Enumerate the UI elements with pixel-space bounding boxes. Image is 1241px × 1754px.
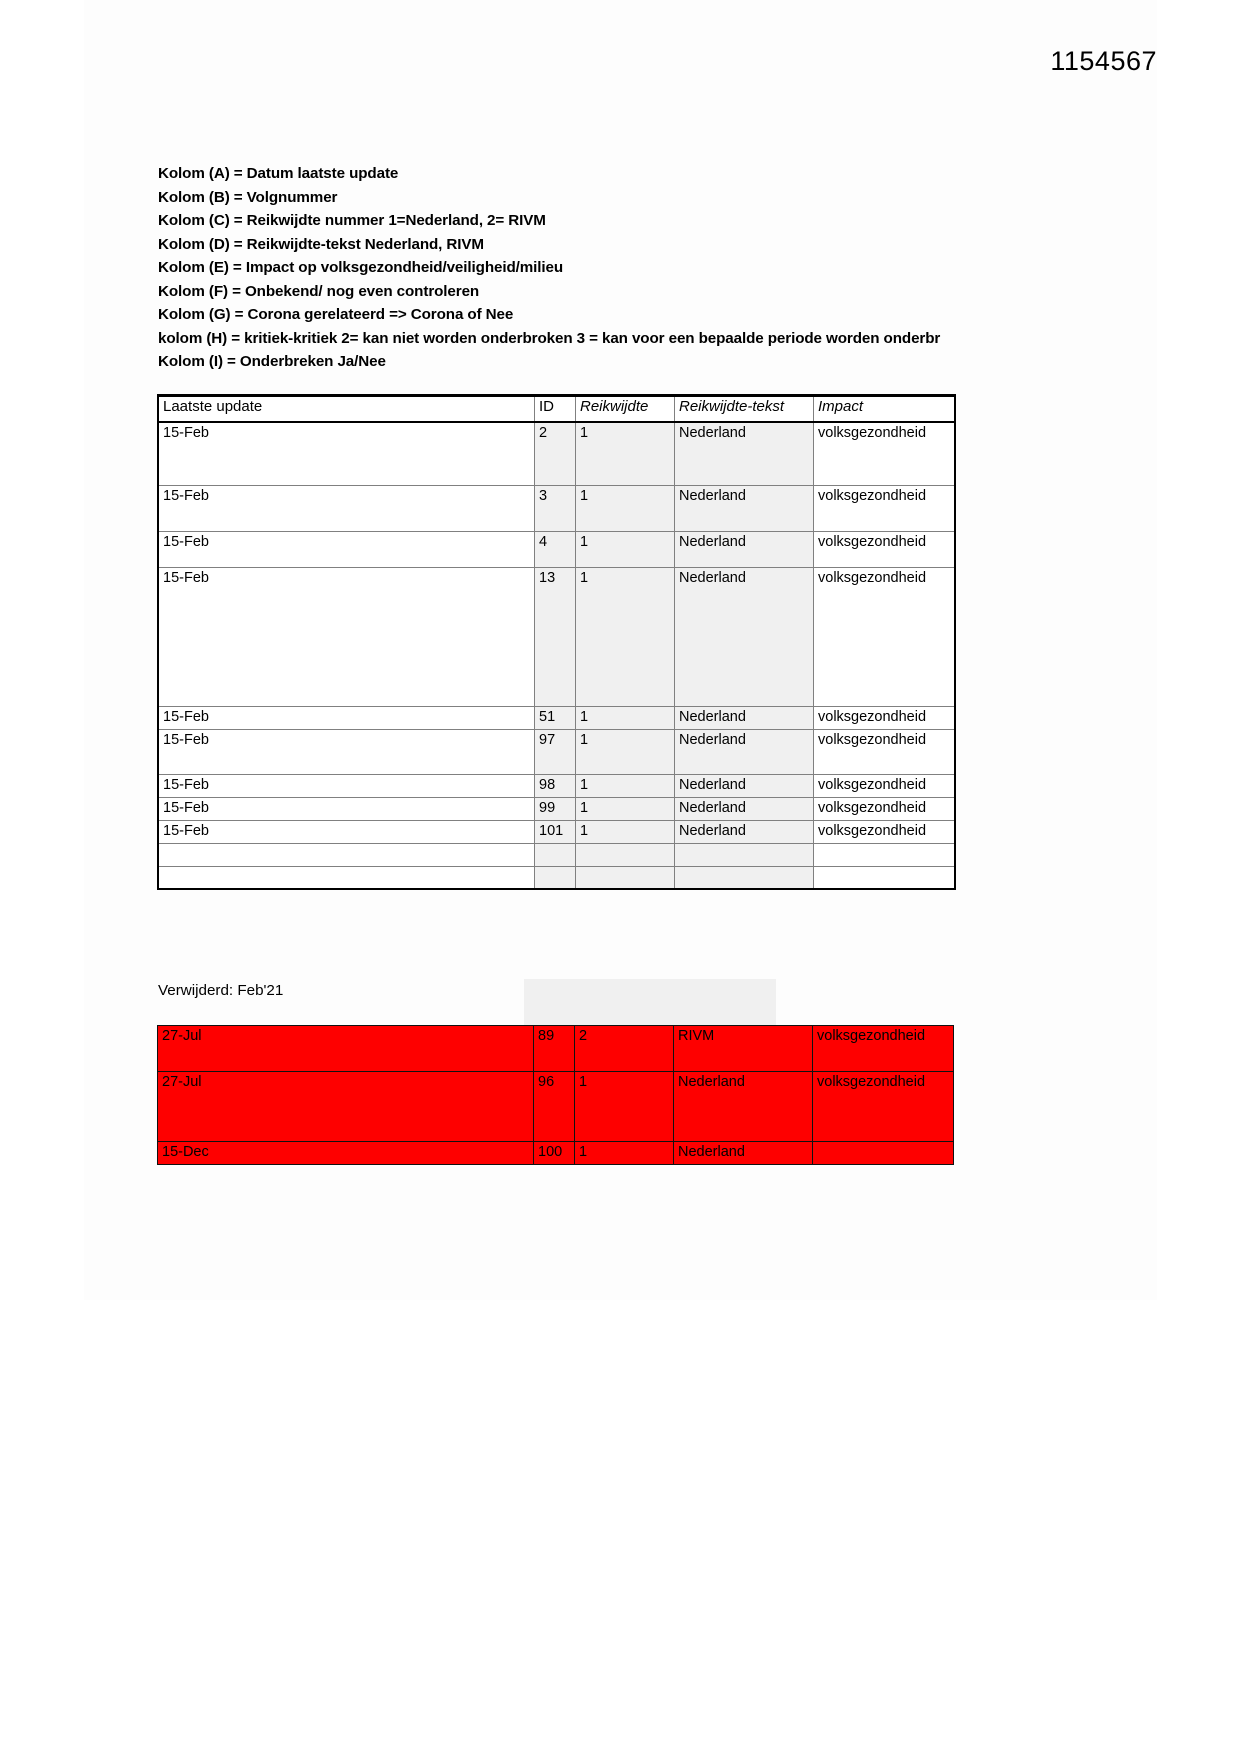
cell-reikwijdte (576, 866, 675, 889)
cell-laatste-update: 15-Feb (158, 774, 535, 797)
cell-laatste-update: 15-Feb (158, 729, 535, 774)
cell-impact (814, 866, 956, 889)
cell-laatste-update: 15-Feb (158, 706, 535, 729)
cell-impact: volksgezondheid (814, 774, 956, 797)
cell-impact: volksgezondheid (814, 820, 956, 843)
verwijderd-table (157, 1025, 954, 1165)
cell-reikwijdte-tekst: Nederland (674, 1072, 813, 1142)
cell-id: 4 (535, 531, 576, 567)
cell-impact: volksgezondheid (814, 531, 956, 567)
cell-impact: volksgezondheid (814, 706, 956, 729)
cell-reikwijdte-tekst: Nederland (675, 567, 814, 706)
cell-reikwijdte: 1 (575, 1072, 674, 1142)
cell-id: 97 (535, 729, 576, 774)
cell-reikwijdte-tekst: Nederland (675, 706, 814, 729)
cell-impact: volksgezondheid (814, 729, 956, 774)
cell-impact: volksgezondheid (814, 567, 956, 706)
cell-reikwijdte: 1 (576, 422, 675, 485)
page-number: 1154567 (1050, 46, 1157, 76)
main-table (157, 394, 956, 890)
cell-reikwijdte: 1 (576, 729, 675, 774)
cell-impact: volksgezondheid (813, 1026, 954, 1072)
verwijderd-label: Verwijderd: Feb'21 (158, 982, 284, 999)
legend-line-e: Kolom (E) = Impact op volksgezondheid/veiligheid/milieu (158, 259, 564, 276)
cell-reikwijdte: 1 (576, 531, 675, 567)
legend-line-h: kolom (H) = kritiek-kritiek 2= kan niet worden onderbroken 3 = kan voor een bepaalde periode worden onderbr (158, 329, 941, 347)
cell-id: 3 (535, 485, 576, 531)
legend-line-i: Kolom (I) = Onderbreken Ja/Nee (158, 353, 386, 370)
cell-reikwijdte (576, 843, 675, 866)
column-header-id: ID (535, 396, 576, 423)
cell-impact: volksgezondheid (814, 485, 956, 531)
verwijderd-table-body (158, 1026, 954, 1165)
cell-reikwijdte: 1 (576, 797, 675, 820)
legend-line-f: Kolom (F) = Onbekend/ nog even controleren (158, 282, 480, 300)
legend-line-b: Kolom (B) = Volgnummer (158, 188, 338, 206)
table-row (158, 820, 955, 843)
cell-laatste-update: 15-Feb (158, 422, 535, 485)
verwijderd-table-row (158, 1026, 954, 1072)
cell-impact: volksgezondheid (813, 1072, 954, 1142)
cell-reikwijdte-tekst: Nederland (675, 531, 814, 567)
verwijderd-table-row (158, 1142, 954, 1165)
cell-impact (813, 1142, 954, 1165)
table-row (158, 729, 955, 774)
cell-reikwijdte-tekst: Nederland (675, 422, 814, 485)
cell-id: 96 (534, 1072, 575, 1142)
cell-laatste-update (158, 866, 535, 889)
cell-id: 101 (535, 820, 576, 843)
main-table-body (158, 422, 955, 889)
cell-laatste-update: 15-Dec (158, 1142, 534, 1165)
cell-reikwijdte-tekst: Nederland (675, 729, 814, 774)
table-row (158, 797, 955, 820)
cell-reikwijdte: 1 (575, 1142, 674, 1165)
legend-line-d: Kolom (D) = Reikwijdte-tekst Nederland, RIVM (158, 235, 484, 253)
column-header-impact: Impact (814, 396, 956, 423)
cell-id: 51 (535, 706, 576, 729)
shaded-spacer-block (524, 979, 776, 1027)
cell-laatste-update: 27-Jul (158, 1072, 534, 1142)
cell-reikwijdte-tekst (675, 843, 814, 866)
cell-id: 99 (535, 797, 576, 820)
cell-reikwijdte-tekst (675, 866, 814, 889)
legend-line-g: Kolom (G) = Corona gerelateerd => Corona of Nee (158, 306, 514, 323)
legend-block (158, 162, 1058, 374)
legend-line-a: Kolom (A) = Datum laatste update (158, 165, 399, 182)
cell-laatste-update: 27-Jul (158, 1026, 534, 1072)
cell-reikwijdte: 1 (576, 567, 675, 706)
cell-id (535, 866, 576, 889)
cell-reikwijdte-tekst: Nederland (674, 1142, 813, 1165)
cell-id: 2 (535, 422, 576, 485)
cell-laatste-update: 15-Feb (158, 531, 535, 567)
cell-reikwijdte: 1 (576, 820, 675, 843)
cell-impact: volksgezondheid (814, 797, 956, 820)
main-table-container (157, 394, 927, 890)
table-row (158, 706, 955, 729)
cell-reikwijdte: 2 (575, 1026, 674, 1072)
cell-reikwijdte: 1 (576, 706, 675, 729)
table-row (158, 843, 955, 866)
cell-reikwijdte: 1 (576, 485, 675, 531)
verwijderd-table-container (157, 1025, 926, 1165)
cell-reikwijdte-tekst: Nederland (675, 797, 814, 820)
cell-reikwijdte-tekst: Nederland (675, 820, 814, 843)
column-header-laatste-update: Laatste update (158, 396, 535, 423)
cell-reikwijdte: 1 (576, 774, 675, 797)
cell-impact: volksgezondheid (814, 422, 956, 485)
cell-id: 100 (534, 1142, 575, 1165)
cell-laatste-update: 15-Feb (158, 820, 535, 843)
column-header-reikwijdte-tekst: Reikwijdte-tekst (675, 396, 814, 423)
table-row (158, 531, 955, 567)
cell-reikwijdte-tekst: Nederland (675, 774, 814, 797)
cell-id (535, 843, 576, 866)
cell-laatste-update: 15-Feb (158, 797, 535, 820)
cell-id: 13 (535, 567, 576, 706)
table-row (158, 422, 955, 485)
legend-line-c: Kolom (C) = Reikwijdte nummer 1=Nederland, 2= RIVM (158, 212, 546, 229)
verwijderd-table-row (158, 1072, 954, 1142)
cell-laatste-update: 15-Feb (158, 567, 535, 706)
table-row (158, 485, 955, 531)
table-row (158, 567, 955, 706)
cell-id: 89 (534, 1026, 575, 1072)
column-header-reikwijdte: Reikwijdte (576, 396, 675, 423)
cell-laatste-update (158, 843, 535, 866)
cell-reikwijdte-tekst: RIVM (674, 1026, 813, 1072)
table-row (158, 866, 955, 889)
cell-reikwijdte-tekst: Nederland (675, 485, 814, 531)
table-row (158, 774, 955, 797)
cell-laatste-update: 15-Feb (158, 485, 535, 531)
cell-id: 98 (535, 774, 576, 797)
cell-impact (814, 843, 956, 866)
table-header-row (158, 396, 955, 423)
